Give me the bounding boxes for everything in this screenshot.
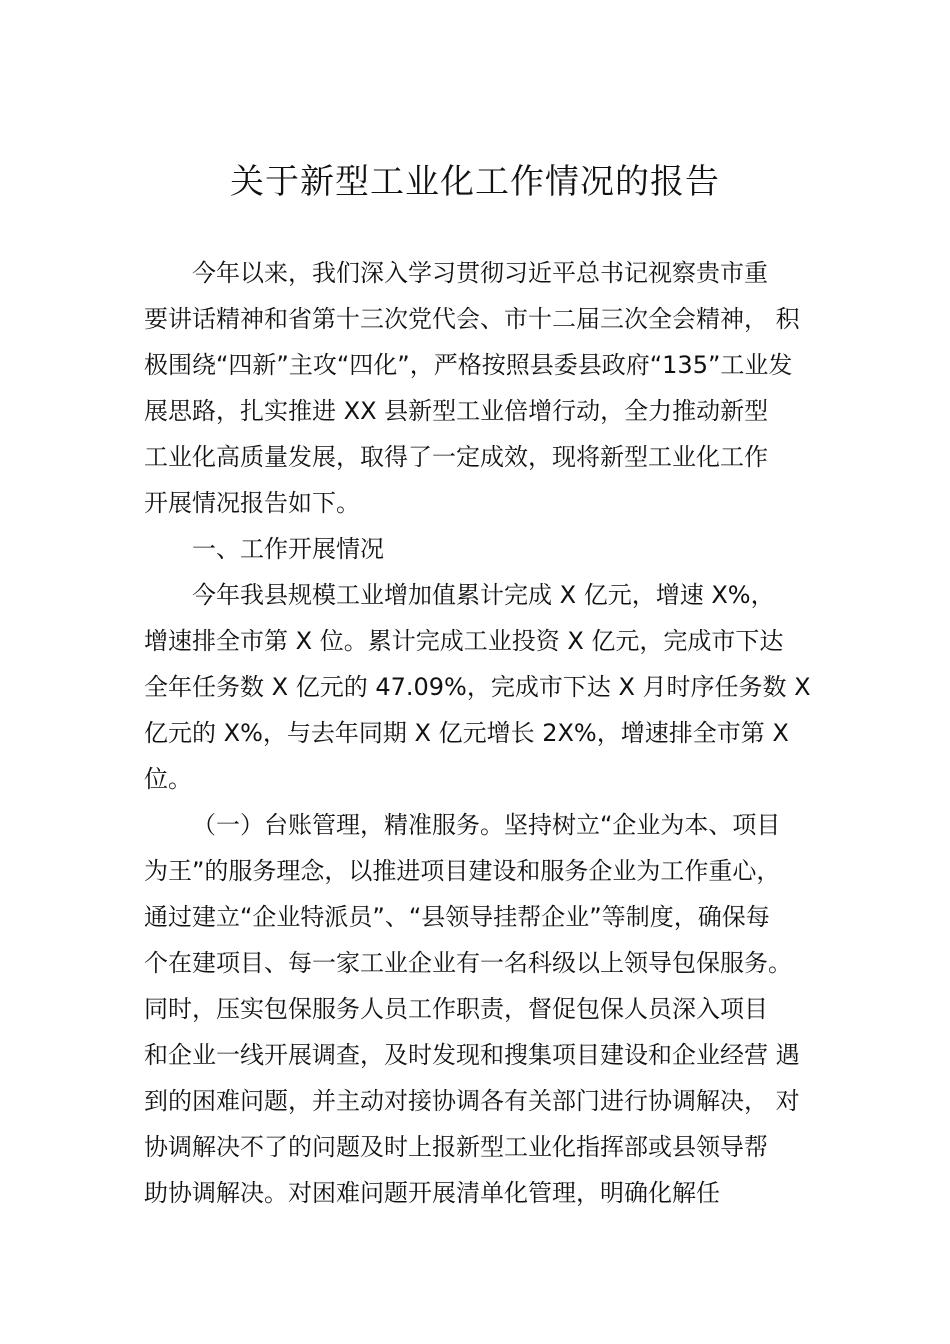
body-line: 今年我县规模工业增加值累计完成 X 亿元，增速 X%， [192, 581, 775, 609]
document-title: 关于新型工业化工作情况的报告 [230, 162, 720, 202]
body-line: 开展情况报告如下。 [144, 489, 360, 517]
body-line: 通过建立“企业特派员”、“县领导挂帮企业”等制度，确保每 [144, 903, 770, 931]
body-line: 到的困难问题，并主动对接协调各有关部门进行协调解决， 对 [144, 1087, 800, 1115]
document-body [144, 250, 834, 1216]
body-line: 和企业一线开展调查，及时发现和搜集项目建设和企业经营 遇 [144, 1041, 800, 1069]
body-line: 极围绕“四新”主攻“四化”，严格按照县委县政府“135”工业发 [144, 351, 793, 379]
body-line: 今年以来，我们深入学习贯彻习近平总书记视察贵市重 [192, 259, 768, 287]
body-line: 增速排全市第 X 位。累计完成工业投资 X 亿元，完成市下达 [144, 627, 784, 655]
body-line: 全年任务数 X 亿元的 47.09%，完成市下达 X 月时序任务数 X [144, 673, 811, 701]
body-line: 要讲话精神和省第十三次党代会、市十二届三次全会精神， 积 [144, 305, 800, 333]
body-line: 亿元的 X%，与去年同期 X 亿元增长 2X%，增速排全市第 X [144, 719, 789, 747]
body-line: 展思路，扎实推进 XX 县新型工业倍增行动，全力推动新型 [144, 397, 769, 425]
body-line: 助协调解决。对困难问题开展清单化管理，明确化解任 [144, 1179, 720, 1207]
section-heading: 一、工作开展情况 [192, 535, 384, 563]
body-line: 工业化高质量发展，取得了一定成效，现将新型工业化工作 [144, 443, 768, 471]
body-line: 同时，压实包保服务人员工作职责，督促包保人员深入项目 [144, 995, 768, 1023]
body-line: 协调解决不了的问题及时上报新型工业化指挥部或县领导帮 [144, 1133, 768, 1161]
body-line: 个在建项目、每一家工业企业有一名科级以上领导包保服务。 [144, 949, 792, 977]
subsection-heading: （一）台账管理，精准服务。坚持树立“企业为本、项目 [192, 811, 781, 839]
body-line: 位。 [144, 765, 192, 793]
body-line: 为王”的服务理念，以推进项目建设和服务企业为工作重心， [144, 857, 781, 885]
